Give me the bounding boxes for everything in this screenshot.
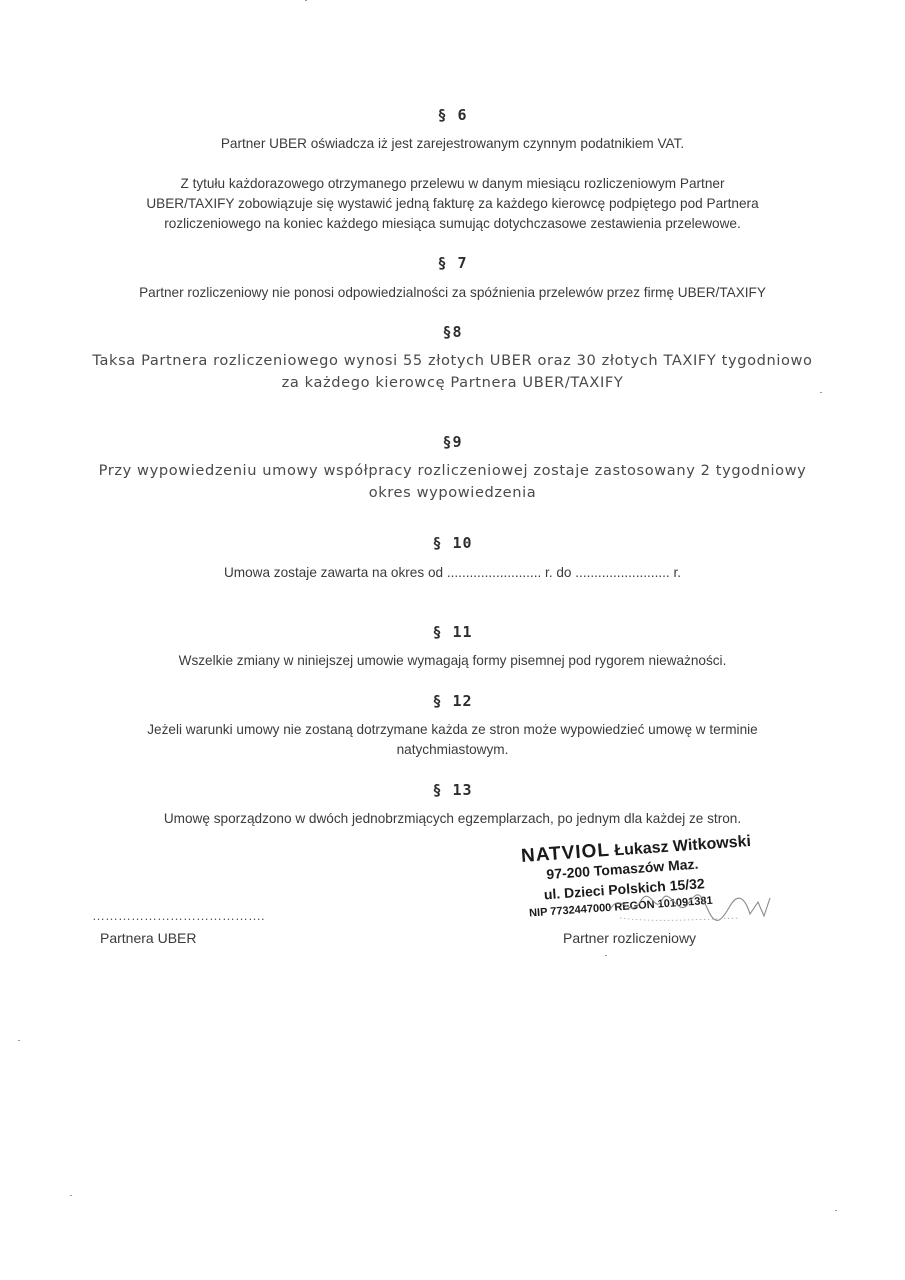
section-10-paragraph: Umowa zostaje zawarta na okres od ......................... r. do ......................... r. (223, 565, 682, 580)
right-signature-label: Partner rozliczeniowy (563, 930, 697, 946)
section-8-line-1: Taksa Partnera rozliczeniowego wynosi 55 złotych UBER oraz 30 złotych TAXIFY tygodniowo (92, 352, 813, 369)
section-6-paragraph-1: Partner UBER oświadcza iż jest zarejestrowanym czynnym podatnikiem VAT. (220, 136, 685, 151)
handwritten-signature (600, 880, 780, 930)
section-9-line-2: okres wypowiedzenia (368, 484, 537, 501)
section-8-paragraph (60, 350, 845, 394)
section-6-paragraph-2 (60, 174, 845, 234)
section-10-heading: § 10 (432, 534, 473, 552)
section-12-heading: § 12 (432, 692, 473, 710)
section-12-line-1: Jeżeli warunki umowy nie zostaną dotrzymane każda ze stron może wypowiedzieć umowę w terminie (147, 722, 758, 737)
section-7-paragraph: Partner rozliczeniowy nie ponosi odpowiedzialności za spóźnienia przelewów przez firmę UBER/TAXIFY (139, 285, 766, 300)
left-signature-line: …………………………………. (92, 908, 265, 923)
section-9-line-1: Przy wypowiedzeniu umowy współpracy rozliczeniowej zostaje zastosowany 2 tygodniowy (98, 462, 807, 479)
stamp-company-name: NATVIOL (520, 839, 611, 867)
section-9-paragraph (60, 460, 845, 504)
stamp-tax-ids: NIP 7732447000 REGON 101091381 (528, 894, 714, 920)
section-11-paragraph: Wszelkie zmiany w niniejszej umowie wymagają formy pisemnej pod rygorem nieważności. (178, 653, 727, 668)
scan-speck (18, 1040, 20, 1041)
section-13-heading: § 13 (432, 781, 473, 799)
scan-speck (835, 1210, 837, 1211)
section-13-paragraph: Umowę sporządzono w dwóch jednobrzmiących egzemplarzach, po jednym dla każdej ze stron. (163, 811, 742, 826)
section-9-heading: §9 (442, 433, 463, 451)
scan-speck (305, 0, 307, 1)
section-6-p2-line-3: rozliczeniowego na koniec każdego miesiąca sumując dotychczasowe zestawienia przelewowe. (164, 216, 741, 231)
scan-speck (820, 392, 822, 393)
section-8-heading: §8 (442, 323, 463, 341)
section-8-line-2: za każdego kierowcę Partnera UBER/TAXIFY (281, 374, 624, 391)
section-7-heading: § 7 (437, 254, 468, 272)
section-6-p2-line-1: Z tytułu każdorazowego otrzymanego przelewu w danym miesiącu rozliczeniowym Partner (180, 176, 725, 191)
stamp-owner-name: Łukasz Witkowski (613, 832, 752, 860)
scan-speck (70, 1195, 72, 1196)
stamp-city: 97-200 Tomaszów Maz. (545, 855, 699, 883)
left-signature-label: Partnera UBER (100, 930, 197, 946)
section-6-p2-line-2: UBER/TAXIFY zobowiązuje się wystawić jedną fakturę za każdego kierowcę podpiętego pod Partnera (146, 196, 759, 211)
scan-speck (605, 955, 607, 956)
section-11-heading: § 11 (432, 623, 473, 641)
section-12-paragraph (60, 720, 845, 760)
section-12-line-2: natychmiastowym. (396, 742, 509, 757)
section-6-heading: § 6 (437, 106, 468, 124)
stamp-street: ul. Dzieci Polskich 15/32 (543, 875, 706, 903)
